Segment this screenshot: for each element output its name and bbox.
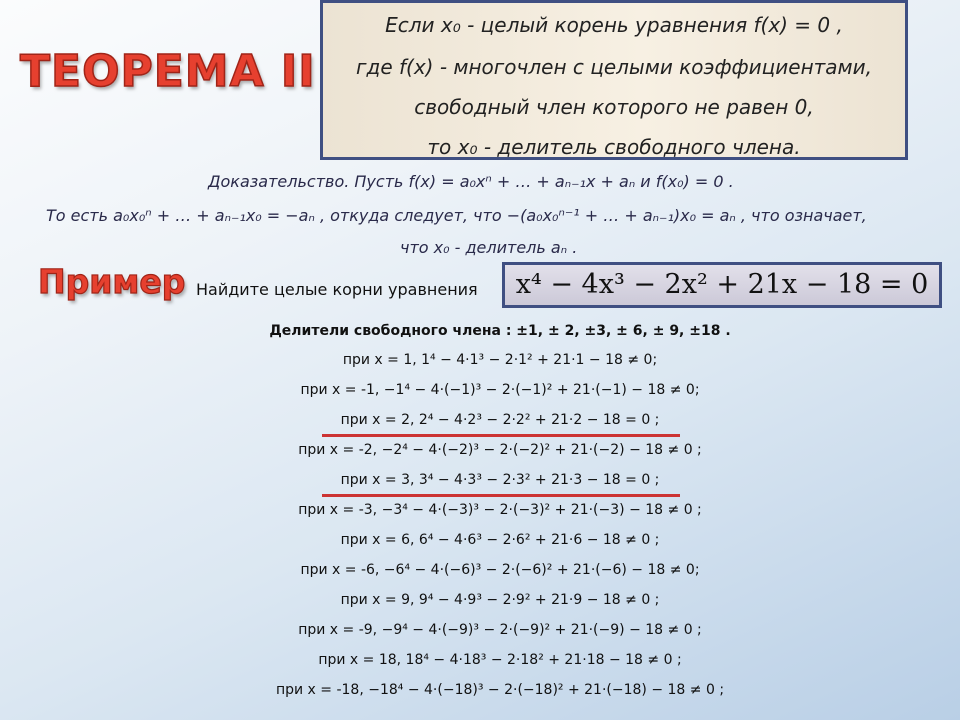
theorem-line-4: то x₀ - делитель свободного члена.: [427, 135, 801, 159]
calc-line-x1: при x = 1, 1⁴ − 4·1³ − 2·1² + 21·1 − 18 ≠ 0;: [342, 352, 658, 368]
theorem-statement-box: [320, 0, 908, 160]
calc-line-xm2: при x = -2, −2⁴ − 4·(−2)³ − 2·(−2)² + 21·(−2) − 18 ≠ 0 ;: [298, 442, 702, 458]
theorem-line-3: свободный член которого не равен 0,: [414, 95, 814, 119]
theorem-title: ТЕОРЕМА II: [20, 46, 316, 97]
calc-line-x6: при x = 6, 6⁴ − 4·6³ − 2·6² + 21·6 − 18 ≠ 0 ;: [340, 532, 660, 548]
calc-line-x3: при x = 3, 3⁴ − 4·3³ − 2·3² + 21·3 − 18 = 0 ;: [340, 472, 660, 488]
calc-line-xm3: при x = -3, −3⁴ − 4·(−3)³ − 2·(−3)² + 21·(−3) − 18 ≠ 0 ;: [298, 502, 702, 518]
calc-line-x18: при x = 18, 18⁴ − 4·18³ − 2·18² + 21·18 − 18 ≠ 0 ;: [318, 652, 682, 668]
proof-line-3: что x₀ - делитель aₙ .: [400, 238, 578, 257]
task-text: Найдите целые корни уравнения: [196, 280, 478, 299]
root-underline-x3: [322, 494, 680, 497]
calc-line-xm6: при x = -6, −6⁴ − 4·(−6)³ − 2·(−6)² + 21·(−6) − 18 ≠ 0;: [300, 562, 700, 578]
equation: x⁴ − 4x³ − 2x² + 21x − 18 = 0: [515, 269, 929, 300]
proof-line-1: Доказательство. Пусть f(x) = a₀xⁿ + … + aₙ₋₁x + aₙ и f(x₀) = 0 .: [208, 172, 734, 191]
theorem-line-1: Если x₀ - целый корень уравнения f(x) = 0 ,: [385, 13, 843, 37]
divisors-line: Делители свободного члена : ±1, ± 2, ±3, ± 6, ± 9, ±18 .: [269, 323, 731, 339]
equation-box: [502, 262, 942, 308]
proof-line-2: То есть a₀x₀ⁿ + … + aₙ₋₁x₀ = −aₙ , откуда следует, что −(a₀x₀ⁿ⁻¹ + … + aₙ₋₁)x₀ = aₙ , что означает,: [46, 206, 867, 225]
calc-line-xm9: при x = -9, −9⁴ − 4·(−9)³ − 2·(−9)² + 21·(−9) − 18 ≠ 0 ;: [298, 622, 702, 638]
root-underline-x2: [322, 434, 680, 437]
calc-line-xm18: при x = -18, −18⁴ − 4·(−18)³ − 2·(−18)² + 21·(−18) − 18 ≠ 0 ;: [275, 682, 725, 698]
calc-line-x9: при x = 9, 9⁴ − 4·9³ − 2·9² + 21·9 − 18 ≠ 0 ;: [340, 592, 660, 608]
calc-line-xm1: при x = -1, −1⁴ − 4·(−1)³ − 2·(−1)² + 21·(−1) − 18 ≠ 0;: [300, 382, 700, 398]
calc-line-x2: при x = 2, 2⁴ − 4·2³ − 2·2² + 21·2 − 18 = 0 ;: [340, 412, 660, 428]
theorem-line-2: где f(x) - многочлен с целыми коэффициентами,: [355, 55, 872, 79]
example-title: Пример: [38, 262, 186, 301]
